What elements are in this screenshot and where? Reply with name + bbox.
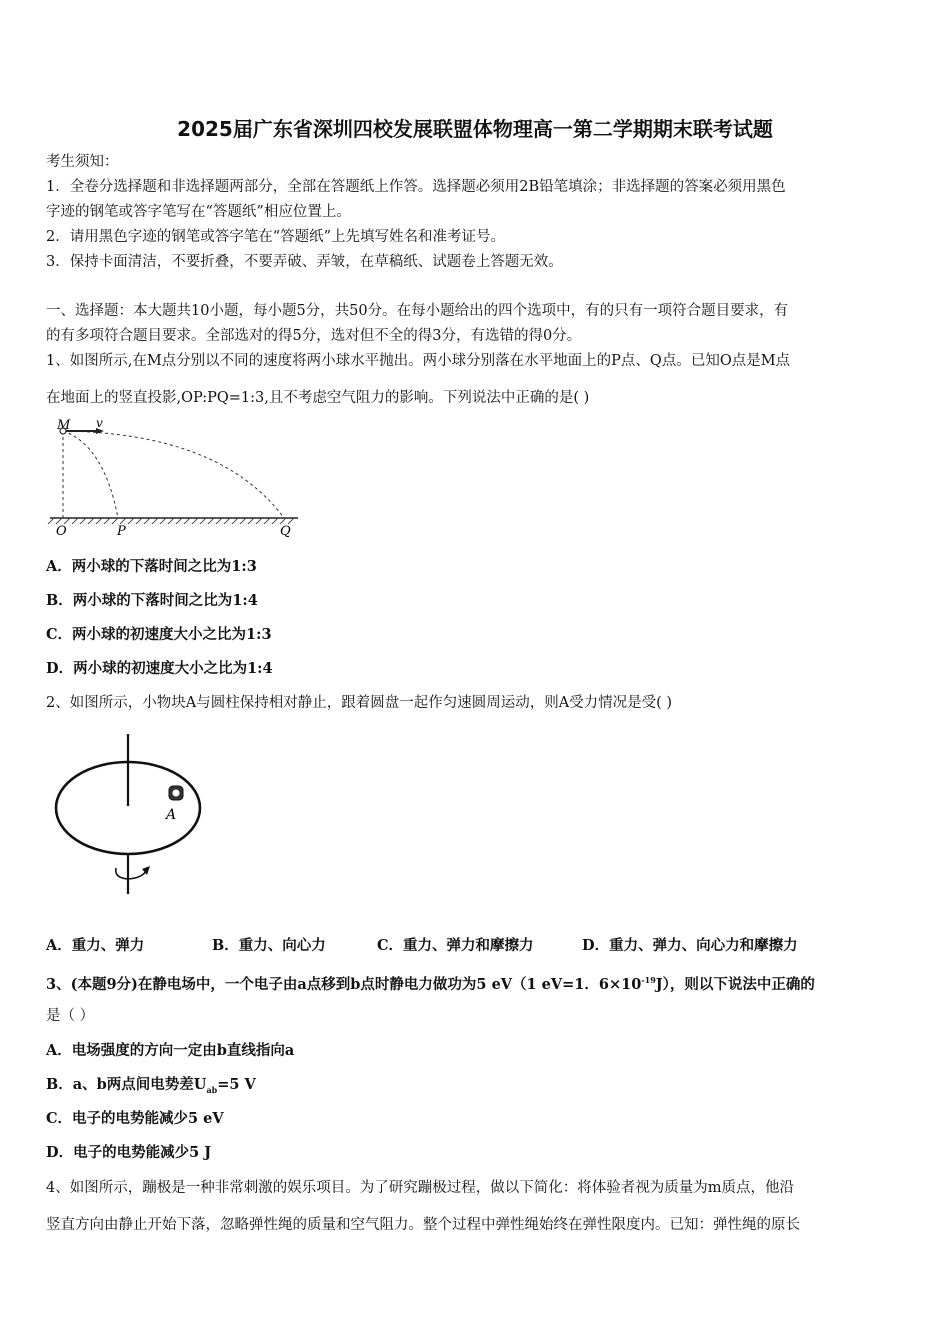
q2-option-d: D．重力、弹力、向心力和摩擦力	[582, 937, 798, 954]
label-m: M	[57, 418, 71, 433]
q3-stem	[46, 970, 815, 995]
q2-option-a: A．重力、弹力	[46, 937, 145, 954]
q3-exponent: -19	[641, 975, 656, 985]
q2-stem: 2、如图所示，小物块A与圆柱保持相对静止，跟着圆盘一起作匀速圆周运动，则A受力情况是受( )	[46, 695, 673, 711]
q3-option-c: C．电子的电势能减少5 eV	[46, 1110, 224, 1127]
section-instructions: 一、选择题：本大题共10小题，每小题5分，共50分。在每小题给出的四个选项中，有的只有一项符合题目要求，有	[46, 303, 789, 319]
q3-stem-line2: 是（ ）	[46, 1008, 95, 1024]
q1-option-c: C．两小球的初速度大小之比为1:3	[46, 626, 272, 643]
notice-line: 1．全卷分选择题和非选择题两部分，全部在答题纸上作答。选择题必须用2B铅笔填涂；非选择题的答案必须用黑色	[46, 179, 786, 195]
q4-stem: 4、如图所示，蹦极是一种非常刺激的娱乐项目。为了研究蹦极过程，做以下简化：将体验者视为质量为m质点，他沿	[46, 1180, 794, 1196]
section-instructions: 的有多项符合题目要求。全部选对的得5分，选对但不全的得3分，有选错的得0分。	[46, 328, 582, 344]
q3-option-b-post: =5 V	[217, 1076, 256, 1093]
ground-hatching	[48, 518, 294, 524]
notice-line: 2．请用黑色字迹的钢笔或答字笔在“答题纸”上先填写姓名和准考证号。	[46, 229, 506, 245]
q3-option-b-sub: ab	[206, 1084, 218, 1095]
notice-line: 3．保持卡面清洁，不要折叠，不要弄破、弄皱，在草稿纸、试题卷上答题无效。	[46, 254, 563, 270]
q1-option-a: A．两小球的下落时间之比为1:3	[46, 558, 257, 575]
trajectory-to-q	[63, 431, 284, 518]
q3-stem-part2: J），则以下说法中正确的	[655, 975, 815, 993]
q2-option-c: C．重力、弹力和摩擦力	[377, 937, 534, 954]
block-a-highlight	[173, 790, 180, 797]
rotation-arrow	[116, 868, 146, 879]
q3-stem-part1: 3、(本题9分)在静电场中，一个电子由a点移到b点时静电力做功为5 eV（1 eV=1．6×10	[46, 975, 642, 993]
q1-stem: 在地面上的竖直投影,OP:PQ=1:3,且不考虑空气阻力的影响。下列说法中正确的是( )	[46, 390, 590, 406]
label-v: v	[96, 416, 103, 430]
q3-option-b-pre: B．a、b两点间电势差U	[46, 1076, 207, 1093]
q1-option-b: B．两小球的下落时间之比为1:4	[46, 592, 258, 609]
q1-option-d: D．两小球的初速度大小之比为1:4	[46, 660, 273, 677]
page-title: 2025届广东省深圳四校发展联盟体物理高一第二学期期末联考试题	[177, 117, 773, 141]
label-o: O	[56, 524, 67, 539]
notice-heading: 考生须知：	[46, 154, 119, 170]
label-a: A	[166, 807, 177, 823]
label-p: P	[117, 524, 126, 539]
q4-stem: 竖直方向由静止开始下落，忽略弹性绳的质量和空气阻力。整个过程中弹性绳始终在弹性限度内。已知：弹性绳的原长	[46, 1217, 800, 1233]
q3-option-d: D．电子的电势能减少5 J	[46, 1144, 212, 1161]
q2-disc-figure	[50, 728, 210, 900]
q3-option-b	[46, 1075, 256, 1100]
label-q: Q	[280, 524, 291, 539]
q2-option-b: B．重力、向心力	[212, 937, 326, 954]
q1-projectile-figure	[46, 415, 306, 543]
notice-line: 字迹的钢笔或答字笔写在“答题纸”相应位置上。	[46, 204, 351, 220]
q1-stem: 1、如图所示,在M点分别以不同的速度将两小球水平抛出。两小球分别落在水平地面上的P点、Q点。已知O点是M点	[46, 353, 791, 369]
trajectory-to-p	[63, 431, 118, 518]
q3-option-a: A．电场强度的方向一定由b直线指向a	[46, 1042, 295, 1059]
